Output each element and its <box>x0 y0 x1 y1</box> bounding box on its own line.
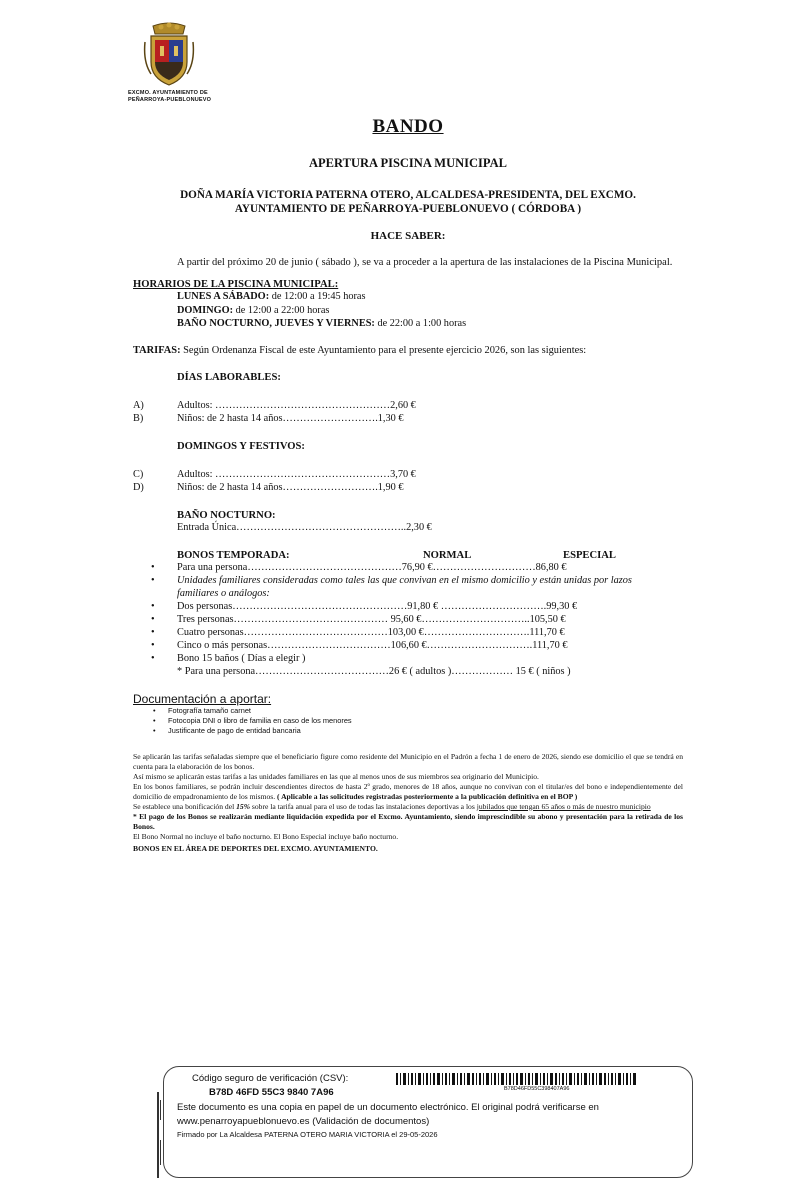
bono-text: Bono 15 baños ( Días a elegir ) <box>177 652 306 664</box>
tarifa-letter: C) <box>133 468 144 480</box>
horario-item <box>177 290 683 304</box>
bono-text: Unidades familiares consideradas como tales las que convivan en el mismo domicilio y están unidas por lazos familiares o análogos: <box>177 574 632 599</box>
tarifa-letter: A) <box>133 399 144 411</box>
intro-paragraph: A partir del próximo 20 de junio ( sábado ), se va a proceder a la apertura de las instalaciones de la Piscina Municipal. <box>177 257 673 268</box>
horarios-list <box>133 290 683 331</box>
bono-text: Cuatro personas……………………………………103,00 €………………………….111,70 € <box>177 626 565 638</box>
note-percent: 15% <box>236 801 251 811</box>
bono-row: • Para una persona………………………………………76,90 €…………………………86,80 € <box>151 561 567 573</box>
tarifa-row <box>133 481 683 494</box>
tarifas-line <box>133 345 683 356</box>
note-text: Se establece una bonificación del <box>133 801 237 811</box>
documentacion-heading: Documentación a aportar: <box>133 691 272 706</box>
municipal-crest-logo <box>143 22 195 88</box>
notes-section <box>133 752 683 854</box>
bono-row: • Tres personas……………………………………… 95,60 €…………………………..105,50 € <box>151 613 566 625</box>
note-text: En los bonos familiares, se podrán incluir descendientes directos de hasta 2º grado, menores de 18 años, aunque no convivan con el titular/es del bono e independientemente del domicilio de empadronamiento de los mismos. <box>133 781 683 801</box>
documentacion-list <box>133 706 683 736</box>
note-paragraph <box>133 782 683 802</box>
horario-value: de 12:00 a 22:00 horas <box>233 304 330 316</box>
csv-copy-notice <box>177 1101 677 1128</box>
note-paragraph <box>133 802 683 812</box>
bono-row: • Dos personas……………………………………………91,80 € ………………………….99,30 € <box>151 600 578 612</box>
tarifa-row <box>133 468 683 481</box>
festivos-heading: DOMINGOS Y FESTIVOS: <box>177 440 305 452</box>
tarifa-text: Adultos: ……………………………………………2,60 € <box>177 399 416 411</box>
issuing-authority: DOÑA MARÍA VICTORIA PATERNA OTERO, ALCALDESA-PRESIDENTA, DEL EXCMO. AYUNTAMIENTO DE PEÑARROYA-PUEBLONUEVO ( CÓRDOBA ) <box>180 189 636 215</box>
nocturno-row: Entrada Única…………………………………………..2,30 € <box>177 521 432 533</box>
horario-item <box>177 304 683 318</box>
csv-verification-url: www.penarroyapueblonuevo.es (Validación de documentos) <box>177 1115 430 1127</box>
csv-label: Código seguro de verificación (CSV): <box>192 1073 349 1084</box>
bonos-heading: BONOS TEMPORADA: <box>177 549 290 561</box>
note-paragraph: * El pago de los Bonos se realizarán mediante liquidación expedida por el Excmo. Ayuntamiento, siendo imprescindible su abono y presentación para la retirada de los Bonos. <box>133 811 683 831</box>
bonos-header <box>133 550 683 561</box>
bono-text: Dos personas……………………………………………91,80 € ………………………….99,30 € <box>177 600 578 612</box>
tarifa-letter: B) <box>133 412 144 424</box>
bono-row: • Cinco o más personas………………………………106,60 €………………………….111,70 € <box>151 639 568 651</box>
bono-row: • Unidades familiares consideradas como tales las que convivan en el mismo domicilio y están unidas por lazos familiares o análogos: <box>133 574 683 600</box>
crest-caption-line: EXCMO. AYUNTAMIENTO DE <box>128 90 208 96</box>
note-paragraph: El Bono Normal no incluye el baño nocturno. El Bono Especial incluye baño nocturno. <box>133 831 399 841</box>
csv-signature-line: Firmado por La Alcaldesa PATERNA OTERO MARIA VICTORIA el 29-05-2026 <box>177 1130 438 1139</box>
laborables-heading: DÍAS LABORABLES: <box>177 371 281 383</box>
horario-item <box>177 317 683 331</box>
tarifa-letter: D) <box>133 481 144 493</box>
barcode-caption: B78D46FD55C398407A96 <box>504 1086 570 1092</box>
bonos-col-especial: ESPECIAL <box>563 549 616 561</box>
note-underlined: jubilados que tengan 65 años o más de nuestro municipio <box>476 801 651 811</box>
document-body <box>133 116 683 854</box>
horarios-heading: HORARIOS DE LA PISCINA MUNICIPAL: <box>133 279 339 290</box>
csv-copy-line: Este documento es una copia en papel de un documento electrónico. El original podrá verificarse en <box>177 1102 599 1113</box>
documentacion-section <box>133 692 683 736</box>
tarifa-row <box>133 399 683 412</box>
bono-text: Para una persona………………………………………76,90 €…………………………86,80 € <box>177 561 567 573</box>
bono-text: Cinco o más personas………………………………106,60 €………………………….111,70 € <box>177 639 568 651</box>
documentacion-item: • Justificante de pago de entidad bancaria <box>153 726 683 736</box>
horario-value: de 22:00 a 1:00 horas <box>374 318 467 329</box>
horario-value: de 12:00 a 19:45 horas <box>269 291 366 302</box>
horario-label: BAÑO NOCTURNO, JUEVES Y VIERNES: <box>177 318 375 329</box>
note-paragraph: Se aplicarán las tarifas señaladas siempre que el beneficiario figure como residente del Municipio en el Padrón a fecha 1 de enero de 2026, siendo ese domicilio el que se tendrá en cuenta para la elaboración de los bonos. <box>133 751 683 771</box>
horario-label: DOMINGO: <box>177 304 234 316</box>
tarifas-label: TARIFAS: <box>133 344 181 356</box>
nocturno-heading: BAÑO NOCTURNO: <box>177 509 276 521</box>
csv-code: B78D 46FD 55C3 9840 7A96 <box>209 1087 334 1098</box>
note-paragraph: Así mismo se aplicarán estas tarifas a las unidades familiares en las que al menos unos de sus miembros sea originario del Municipio. <box>133 771 539 781</box>
documentacion-item: • Fotografía tamaño carnet <box>153 706 683 716</box>
tarifa-row <box>133 412 683 425</box>
bono-text: Tres personas……………………………………… 95,60 €…………………………..105,50 € <box>177 613 566 625</box>
tarifas-text: Según Ordenanza Fiscal de este Ayuntamiento para el presente ejercicio 2026, son las siguientes: <box>180 344 587 356</box>
crest-caption-line: PEÑARROYA-PUEBLONUEVO <box>128 97 212 103</box>
crest-caption <box>128 90 218 104</box>
tarifa-text: Niños: de 2 hasta 14 años……………………….1,90 € <box>177 481 404 493</box>
bonos-col-normal: NORMAL <box>423 549 472 561</box>
document-subtitle: APERTURA PISCINA MUNICIPAL <box>309 156 507 170</box>
csv-verification-box <box>163 1066 693 1178</box>
bono-row: • Cuatro personas……………………………………103,00 €………………………….111,70 € <box>151 626 565 638</box>
bono-row: • Bono 15 baños ( Días a elegir ) <box>151 652 306 664</box>
tarifa-text: Niños: de 2 hasta 14 años……………………….1,30 € <box>177 412 404 424</box>
tarifa-text: Adultos: ……………………………………………3,70 € <box>177 468 416 480</box>
documentacion-item: • Fotocopia DNI o libro de familia en caso de los menores <box>153 716 683 726</box>
horario-label: LUNES A SÁBADO: <box>177 291 270 302</box>
note-bold: ( Aplicable a las solicitudes registradas posteriormente a la publicación definitiva en el BOP ) <box>275 791 578 801</box>
note-paragraph: BONOS EN EL ÁREA DE DEPORTES DEL EXCMO. AYUNTAMIENTO. <box>133 843 378 853</box>
barcode-image <box>396 1073 636 1085</box>
document-title: BANDO <box>372 116 444 137</box>
note-text: sobre la tarifa anual para el uso de todas las instalaciones deportivas a los <box>250 801 477 811</box>
bono-text: * Para una persona…………………………………26 € ( adultos )……………… 15 € ( niños ) <box>177 665 571 677</box>
hace-saber-heading: HACE SABER: <box>370 230 446 242</box>
bonos-list <box>133 561 683 678</box>
bono-15-row <box>133 665 683 678</box>
